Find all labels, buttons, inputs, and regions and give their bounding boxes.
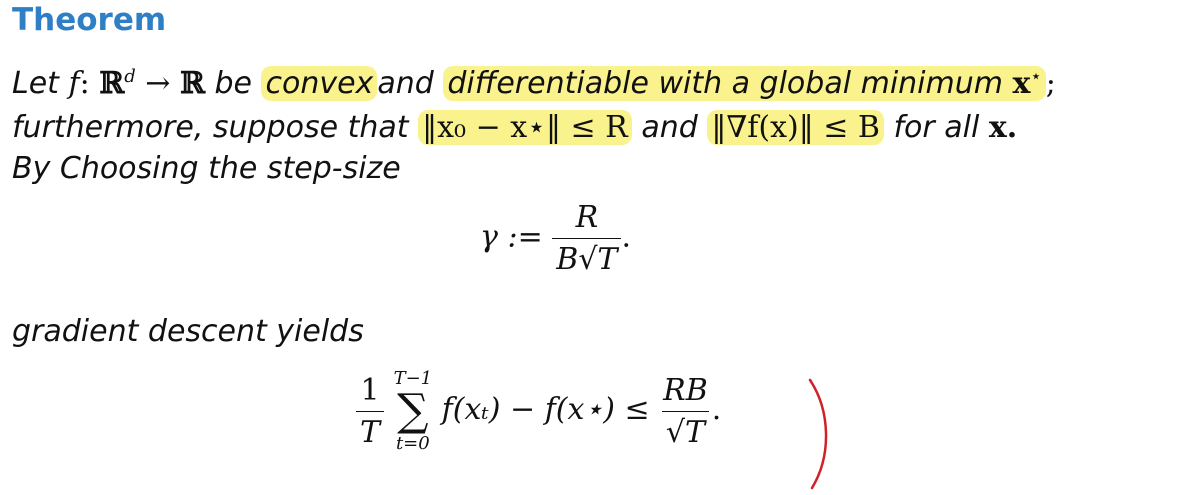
gamma-def: γ :=: [480, 219, 543, 255]
red-bracket-annotation: [800, 370, 840, 495]
and-word-2: and: [641, 110, 698, 145]
for-all-text: for all: [893, 110, 980, 145]
highlight-gradient-bound: ‖∇f(x)‖ ≤ B: [707, 110, 884, 145]
theorem-line-1: Let f: ℝ$^d$ → ℝ be convex and differentiable with a global minimum x⋆ ;: [12, 66, 1056, 101]
highlight-distance-bound: ‖x₀ − x⋆‖ ≤ R: [418, 110, 632, 145]
x-symbol: x.: [988, 110, 1018, 145]
gap-expression: f(xₜ) − f(x⋆) ≤: [441, 392, 650, 427]
reals-symbol-2: ℝ: [179, 66, 205, 101]
highlight-convex: convex: [261, 66, 377, 101]
stepsize-fraction: $\frac{R}{B√T}$: [552, 200, 621, 277]
result-inequality: $\frac{1}{T}$ T−1 ∑ t=0 f(xₜ) − f(x⋆) ≤ $\frac{RB}{√T}$ .: [356, 368, 721, 454]
arrow-symbol: →: [145, 66, 171, 101]
stepsize-equation: γ := $\frac{R}{B√T}$ .: [480, 200, 631, 277]
be-word: be: [214, 66, 252, 101]
theorem-heading: Theorem: [12, 2, 167, 38]
sum-operator: T−1 ∑ t=0: [393, 368, 433, 454]
highlight-differentiable: differentiable with a global minimum x⋆: [443, 66, 1045, 101]
one-over-T: $\frac{1}{T}$: [356, 373, 384, 450]
theorem-line-4: gradient descent yields: [12, 314, 364, 349]
suppose-text: furthermore, suppose that: [12, 110, 409, 145]
let-word: Let: [12, 66, 59, 101]
and-word: and: [377, 66, 434, 101]
theorem-line-2: [12, 108, 1017, 148]
theorem-line-3: By Choosing the step-size: [12, 151, 401, 186]
rb-over-sqrtT: $\frac{RB}{√T}$: [663, 372, 708, 450]
f-symbol: f: [68, 66, 80, 101]
reals-symbol: ℝ: [99, 66, 125, 101]
